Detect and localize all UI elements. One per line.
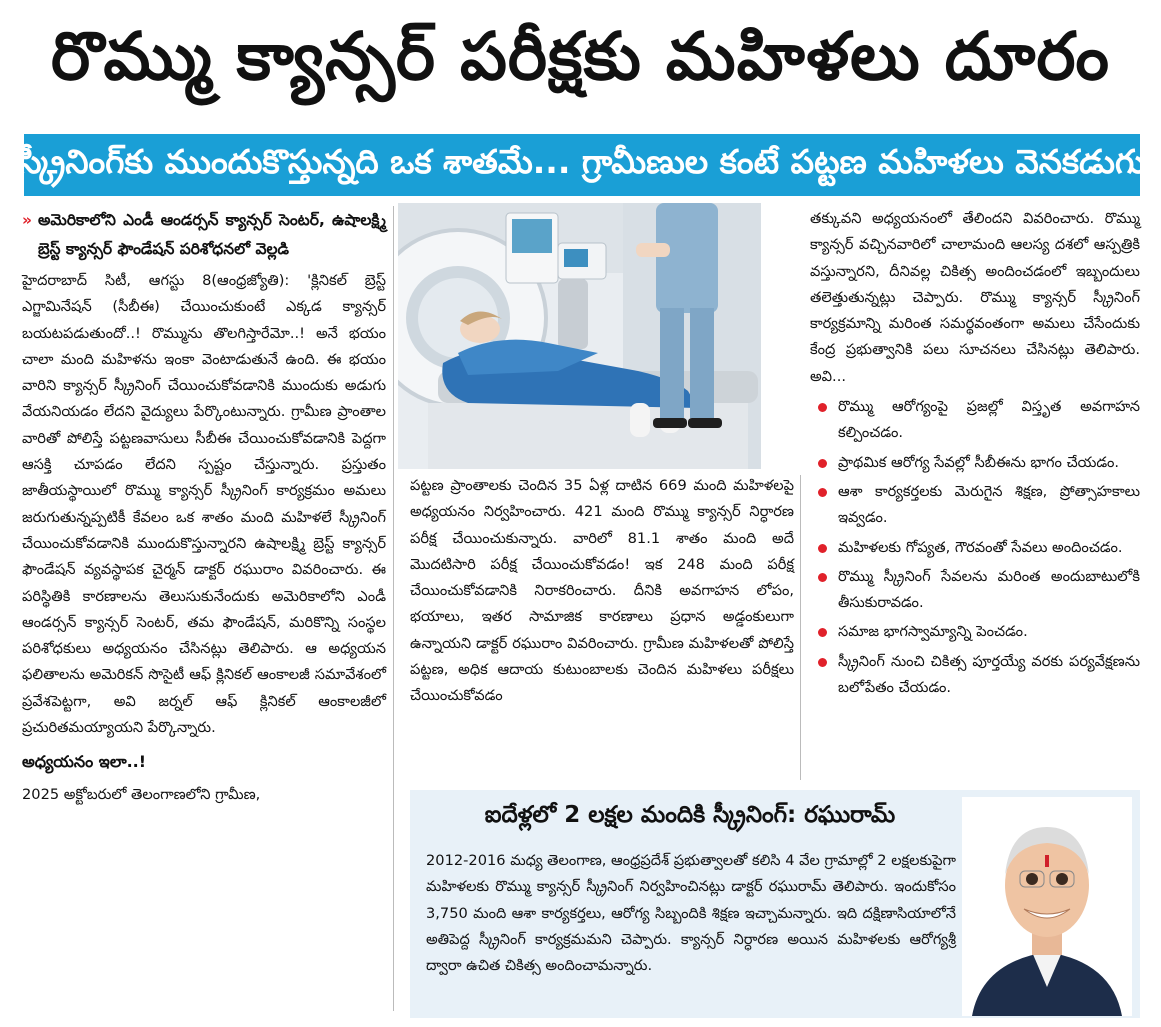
column-divider [800,475,801,780]
ct-scan-illustration [398,203,761,469]
headline: రొమ్ము క్యాన్సర్ పరీక్షకు మహిళలు దూరం [51,17,1110,95]
section-subhead: అధ్యయనం ఇలా..! [22,752,147,772]
sidebar-title: ఐదేళ్లలో 2 లక్షల మందికి స్క్రీనింగ్: రఘురామ్ [484,802,896,828]
article-paragraph: హైదరాబాద్ సిటీ, ఆగస్టు 8(ఆంధ్రజ్యోతి): 'క్లినికల్ బ్రెస్ట్ ఎగ్జామినేషన్ (సీబీఈ) చేయించుకుంటే ఎక్కడ క్యాన్సర్ బయటపడుతుందో..! రొమ్మును తొలగిస్తారేమో..! అనే భయం చాలా మంది మహిళను ఇంకా వెంటాడుతునే ఉంది. ఈ భయం వారిని క్యాన్సర్ స్క్రీనింగ్ చేయించుకోవడానికి ముందుకు అడుగు వేయనియడం లేదని వైద్యులు పేర్కొంటున్నారు. గ్రామీణ ప్రాంతాల వారితో పోలిస్తే పట్టణవాసులు సీబీఈ చేయించుకోవడానికి పెద్దగా ఆసక్తి చూపడం లేదని స్పష్టం చేస్తున్నారు. ప్రస్తుతం జాతీయస్థాయిలో రొమ్ము క్యాన్సర్ స్క్రీనింగ్ కార్యక్రమం అమలు జరుగుతున్నప్పటికీ కేవలం ఒక శాతం మంది మహిళలే స్క్రీనింగ్ చేయించుకోవడానికి ముందుకొస్తున్నారని ఉషాలక్ష్మి బ్రెస్ట్ క్యాన్సర్ ఫౌండేషన్ వ్యవస్థాపక చైర్మన్ డాక్టర్ రఘురాం వివరించారు. ఈ పరిస్థితికి కారణాలను తెలుసుకునేందుకు అమెరికాలోని ఎండీ ఆండర్సన్ క్యాన్సర్ సెంటర్, తమ ఫౌండేషన్, మరికొన్ని సంస్థల పరిశోధకులు అధ్యయనం చేసినట్లు తెలిపారు. ఆ అధ్యయన ఫలితాలను అమెరికన్ సొసైటీ ఆఫ్ క్లినికల్ ఆంకాలజీ సమావేశంలో ప్రవేశపెట్టగా, అవి జర్నల్ ఆఫ్ క్లినికల్ ఆంకాలజీలో ప్రచురితమయ్యాయని పేర్కొన్నారు. [22,272,386,737]
doctor-portrait [962,797,1132,1016]
ct-scan-photo [398,203,761,469]
article-paragraph: తక్కువని అధ్యయనంలో తేలిందని వివరించారు. రొమ్ము క్యాన్సర్ వచ్చినవారిలో చాలామంది ఆలస్య దశలో ఆస్పత్రికి వస్తున్నారని, దీనివల్ల చికిత్స అందించడంలో ఇబ్బందులు తలెత్తుతున్నట్లు చెప్పారు. రొమ్ము క్యాన్సర్ స్క్రీనింగ్ కార్యక్రమాన్ని మరింత సమర్థవంతంగా అమలు చేసేందుకు కేంద్ర ప్రభుత్వానికి పలు సూచనలు చేసినట్లు తెలిపారు. అవి... [810,210,1140,385]
article-column-3 [810,206,1140,704]
list-item: మహిళలకు గోప్యత, గౌరవంతో సేవలు అందించడం. [810,535,1140,561]
article-column-1 [22,206,386,808]
list-item: ఆశా కార్యకర్తలకు మెరుగైన శిక్షణ, ప్రోత్సాహకాలు ఇవ్వడం. [810,479,1140,532]
double-arrow-icon: » [22,211,33,229]
portrait-illustration [962,797,1132,1016]
deck-banner: స్క్రీనింగ్‌కు ముందుకొస్తున్నది ఒక శాతమే... గ్రామీణుల కంటే పట్టణ మహిళలు వెనకడుగు [24,134,1140,196]
list-item: స్క్రీనింగ్ నుంచి చికిత్స పూర్తయ్యే వరకు పర్యవేక్షణను బలోపేతం చేయడం. [810,649,1140,702]
column-divider [393,206,394,1011]
article-paragraph: పట్టణ ప్రాంతాలకు చెందిన 35 ఏళ్ల దాటిన 669 మంది మహిళలపై అధ్యయనం నిర్వహించారు. 421 మంది రొమ్ము క్యాన్సర్ నిర్ధారణ పరీక్ష చేయించుకున్నారు. వారిలో 81.1 శాతం మంది అదే మొదటిసారి పరీక్ష చేయించుకోవడం! ఇక 248 మంది పరీక్ష చేయించుకోవడానికి నిరాకరించారు. దీనికి అవగాహన లోపం, భయాలు, ఇతర సామాజిక కారణాలు ప్రధాన అడ్డంకులుగా ఉన్నాయని డాక్టర్ రఘురాం వివరించారు. గ్రామీణ మహిళలతో పోలిస్తే పట్టణ, అధిక ఆదాయ కుటుంబాలకు చెందిన మహిళలు పరీక్షలు చేయించుకోవడం [410,477,794,705]
list-item: రొమ్ము స్క్రీనింగ్ సేవలను మరింత అందుబాటులోకి తీసుకురావడం. [810,564,1140,617]
lead-text: అమెరికాలోని ఎండీ ఆండర్సన్ క్యాన్సర్ సెంటర్, ఉషాలక్ష్మి బ్రెస్ట్ క్యాన్సర్ ఫౌండేషన్ పరిశోధనలో వెల్లడి [38,211,386,258]
recommendations-list [810,394,1140,701]
article-column-2 [410,473,794,710]
sidebar-body: 2012-2016 మధ్య తెలంగాణ, ఆంధ్రప్రదేశ్ ప్రభుత్వాలతో కలిసి 4 వేల గ్రామాల్లో 2 లక్షలకుపైగా మహిళలకు రొమ్ము క్యాన్సర్ స్క్రీనింగ్ నిర్వహించినట్లు డాక్టర్ రఘురామ్ తెలిపారు. ఇందుకోసం 3,750 మంది ఆశా కార్యకర్తలు, ఆరోగ్య సిబ్బందికి శిక్షణ ఇచ్చామన్నారు. ఇది దక్షిణాసియాలోనే అతిపెద్ద స్క్రీనింగ్ కార్యక్రమమని చెప్పారు. క్యాన్సర్ నిర్ధారణ అయిన మహిళలకు ఆరోగ్యశ్రీ ద్వారా ఉచిత చికిత్స అందించామన్నారు. [426,852,956,975]
list-item: ప్రాథమిక ఆరోగ్య సేవల్లో సీబీఈను భాగం చేయడం. [810,450,1140,476]
lead-summary [22,206,386,264]
article-paragraph: 2025 అక్టోబరులో తెలంగాణలోని గ్రామీణ, [22,785,261,803]
list-item: రొమ్ము ఆరోగ్యంపై ప్రజల్లో విస్తృత అవగాహన కల్పించడం. [810,394,1140,447]
list-item: సమాజ భాగస్వామ్యాన్ని పెంచడం. [810,619,1140,645]
